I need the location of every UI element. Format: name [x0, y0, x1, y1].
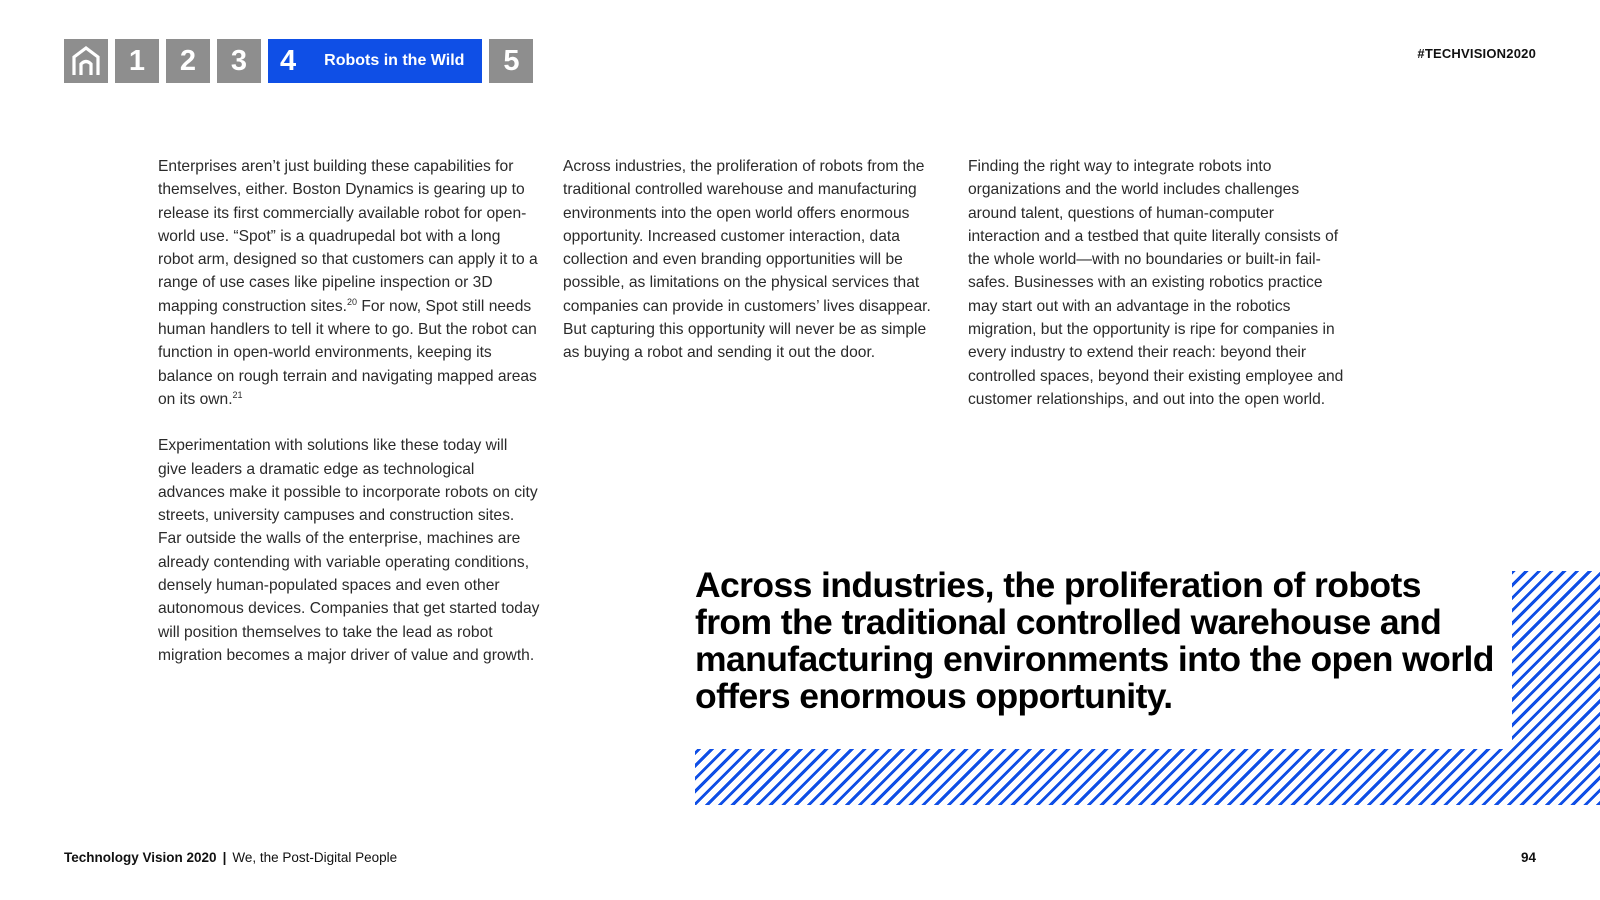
hatch-decoration-bottom: [695, 749, 1600, 805]
footnote-ref[interactable]: 21: [232, 389, 243, 400]
footer-subtitle: We, the Post-Digital People: [232, 850, 398, 865]
chapter-tab-4-active[interactable]: [268, 39, 482, 83]
footer-separator: |: [222, 850, 227, 865]
footnote-ref[interactable]: 20: [346, 296, 357, 307]
chapter-tab-2[interactable]: 2: [166, 39, 210, 83]
chapter-tab-5[interactable]: 5: [489, 39, 533, 83]
body-column-2: [563, 155, 941, 388]
chapter-nav: [64, 39, 540, 83]
body-column-3: [968, 155, 1350, 434]
paragraph-text: For now, Spot still needs human handlers to tell it where to go. But the robot can function in open-world environments, keeping its balance on rough terrain and navigating mapped areas on its own.: [158, 297, 537, 408]
paragraph-text: Enterprises aren’t just building these capabilities for themselves, either. Boston Dynamics is gearing up to release its first commercially available robot for open-world use. “Spot” is a quadrupedal bot with a long robot arm, designed so that customers can apply it to a range of use cases like pipeline inspection or 3D mapping construction sites.: [158, 158, 538, 315]
paragraph: Across industries, the proliferation of robots from the traditional controlled warehouse and manufacturing environments into the open world offers enormous opportunity. Increased customer interaction, data collection and even branding opportunities will be possible, as limitations on the physical services that companies can provide in customers’ lives disappear. But capturing this opportunity will never be as simple as buying a robot and sending it out the door.: [563, 158, 931, 362]
paragraph: [158, 155, 540, 411]
home-icon: [71, 45, 101, 77]
pullquote: Across industries, the proliferation of robots from the traditional controlled warehouse and manufacturing environments into the open world offers enormous opportunity.: [695, 565, 1494, 716]
active-chapter-title: Robots in the Wild: [324, 52, 465, 69]
footer: [64, 850, 397, 865]
chapter-tab-1[interactable]: 1: [115, 39, 159, 83]
home-tab[interactable]: [64, 39, 108, 83]
body-column-1: [158, 155, 540, 690]
paragraph: Finding the right way to integrate robots into organizations and the world includes challenges around talent, questions of human-computer interaction and a testbed that quite literally consists of the whole world—with no boundaries or built-in fail-safes. Businesses with an existing robotics practice may start out with an advantage in the robotics migration, but the opportunity is ripe for companies in every industry to extend their reach: beyond their controlled spaces, beyond their existing employee and customer relationships, and out into the open world.: [968, 158, 1344, 408]
active-chapter-number: 4: [280, 44, 297, 77]
hashtag: #TECHVISION2020: [1417, 46, 1536, 61]
footer-brand: Technology Vision 2020: [64, 850, 217, 865]
page-number: 94: [1520, 850, 1536, 865]
chapter-tab-3[interactable]: 3: [217, 39, 261, 83]
paragraph: Experimentation with solutions like these today will give leaders a dramatic edge as technological advances make it possible to incorporate robots on city streets, university campuses and construction sites. Far outside the walls of the enterprise, machines are already contending with variable operating conditions, densely human-populated spaces and even other autonomous devices. Companies that get started today will position themselves to take the lead as robot migration becomes a major driver of value and growth.: [158, 437, 540, 664]
